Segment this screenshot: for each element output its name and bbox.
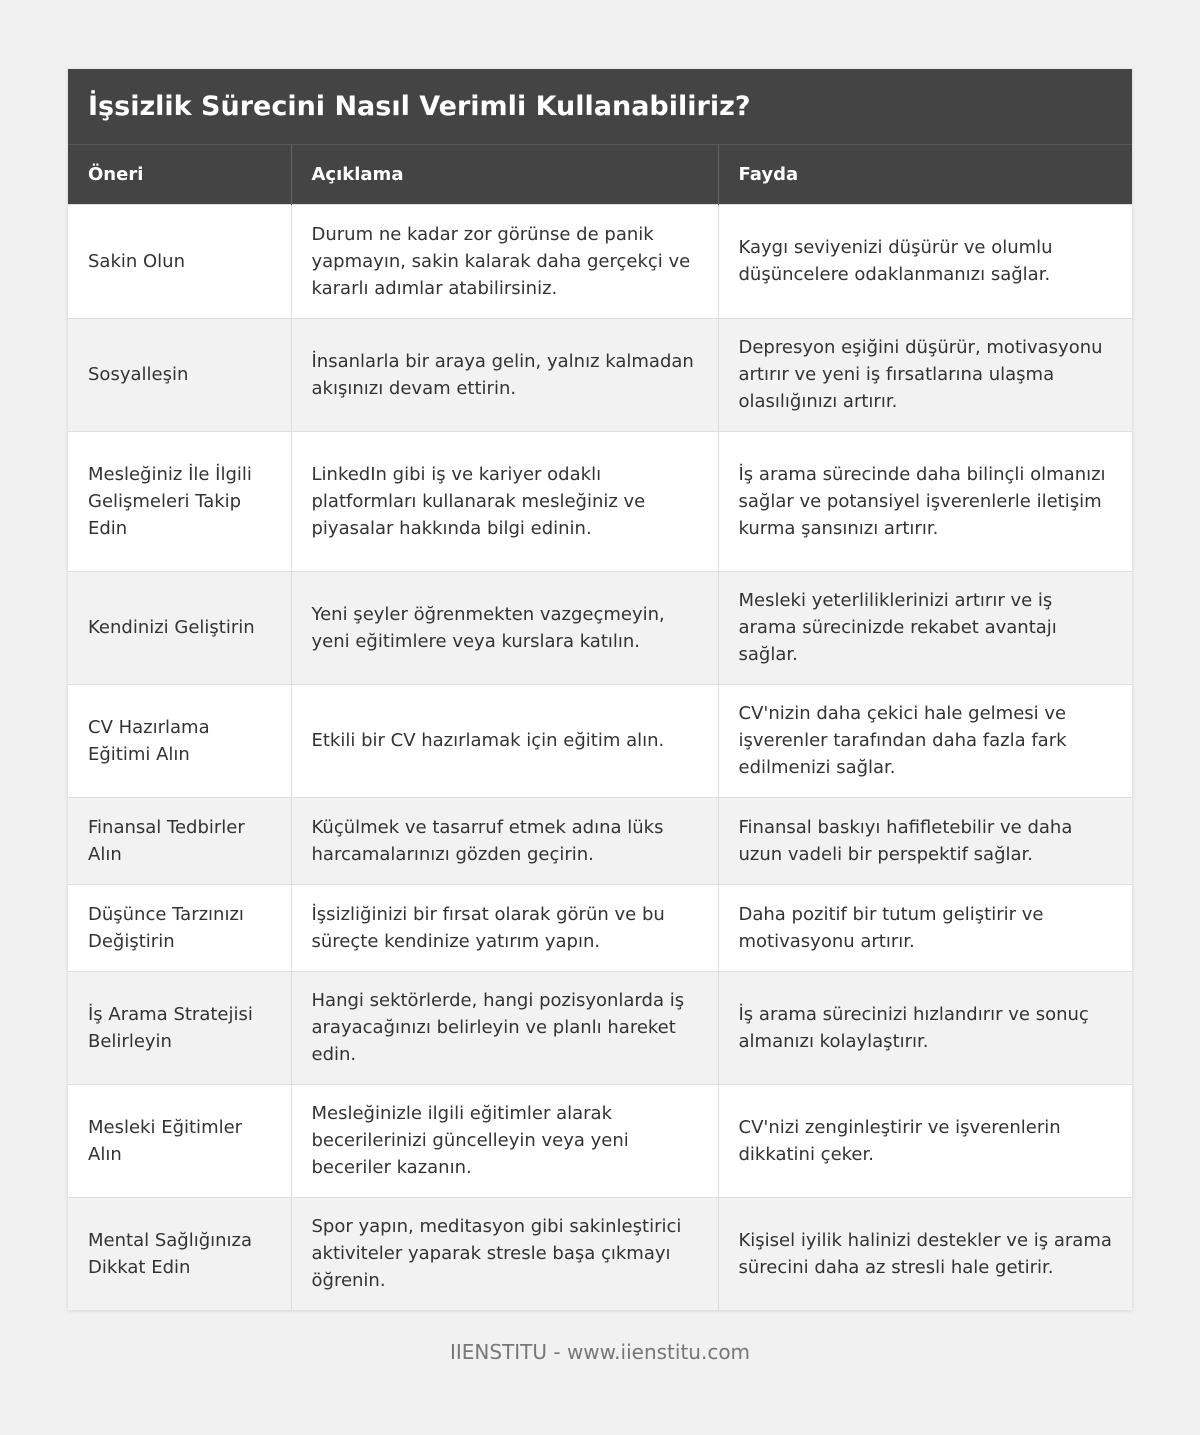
column-header-aciklama: Açıklama <box>291 145 718 204</box>
cell-aciklama: Etkili bir CV hazırlamak için eğitim alın. <box>291 684 718 797</box>
table-row <box>68 1197 1132 1310</box>
table-header-row <box>68 145 1132 204</box>
table-row <box>68 571 1132 684</box>
cell-fayda: Mesleki yeterliliklerinizi artırır ve iş arama sürecinizde rekabet avantajı sağlar. <box>718 571 1132 684</box>
cell-aciklama: Küçülmek ve tasarruf etmek adına lüks harcamalarınızı gözden geçirin. <box>291 797 718 884</box>
cell-oneri: CV Hazırlama Eğitimi Alın <box>68 684 291 797</box>
table-row <box>68 797 1132 884</box>
cell-aciklama: Durum ne kadar zor görünse de panik yapmayın, sakin kalarak daha gerçekçi ve kararlı adımlar atabilirsiniz. <box>291 204 718 318</box>
table-row <box>68 431 1132 571</box>
content-card <box>68 69 1132 1310</box>
column-header-oneri: Öneri <box>68 145 291 204</box>
cell-fayda: Kaygı seviyenizi düşürür ve olumlu düşüncelere odaklanmanızı sağlar. <box>718 204 1132 318</box>
cell-fayda: İş arama sürecinizi hızlandırır ve sonuç almanızı kolaylaştırır. <box>718 971 1132 1084</box>
page-title: İşsizlik Sürecini Nasıl Verimli Kullanabiliriz? <box>88 91 751 122</box>
table-row <box>68 318 1132 431</box>
cell-aciklama: LinkedIn gibi iş ve kariyer odaklı platformları kullanarak mesleğiniz ve piyasalar hakkında bilgi edinin. <box>291 431 718 571</box>
table-row <box>68 884 1132 971</box>
cell-oneri: Mental Sağlığınıza Dikkat Edin <box>68 1197 291 1310</box>
cell-aciklama: Yeni şeyler öğrenmekten vazgeçmeyin, yeni eğitimlere veya kurslara katılın. <box>291 571 718 684</box>
cell-fayda: Daha pozitif bir tutum geliştirir ve motivasyonu artırır. <box>718 884 1132 971</box>
cell-oneri: Kendinizi Geliştirin <box>68 571 291 684</box>
cell-aciklama: İşsizliğinizi bir fırsat olarak görün ve bu süreçte kendinize yatırım yapın. <box>291 884 718 971</box>
cell-fayda: Finansal baskıyı hafifletebilir ve daha uzun vadeli bir perspektif sağlar. <box>718 797 1132 884</box>
footer-credit: IIENSTITU - www.iienstitu.com <box>449 1340 751 1364</box>
cell-fayda: İş arama sürecinde daha bilinçli olmanızı sağlar ve potansiyel işverenlerle iletişim kurma şansınızı artırır. <box>718 431 1132 571</box>
cell-aciklama: Spor yapın, meditasyon gibi sakinleştirici aktiviteler yaparak stresle başa çıkmayı öğrenin. <box>291 1197 718 1310</box>
cell-aciklama: Hangi sektörlerde, hangi pozisyonlarda iş arayacağınızı belirleyin ve planlı hareket edin. <box>291 971 718 1084</box>
cell-aciklama: Mesleğinizle ilgili eğitimler alarak becerilerinizi güncelleyin veya yeni beceriler kazanın. <box>291 1084 718 1197</box>
table-row <box>68 1084 1132 1197</box>
table-row <box>68 684 1132 797</box>
cell-aciklama: İnsanlarla bir araya gelin, yalnız kalmadan akışınızı devam ettirin. <box>291 318 718 431</box>
cell-oneri: Sosyalleşin <box>68 318 291 431</box>
table-row <box>68 204 1132 318</box>
cell-fayda: Kişisel iyilik halinizi destekler ve iş arama sürecini daha az stresli hale getirir. <box>718 1197 1132 1310</box>
cell-oneri: Finansal Tedbirler Alın <box>68 797 291 884</box>
cell-oneri: Mesleğiniz İle İlgili Gelişmeleri Takip Edin <box>68 431 291 571</box>
cell-oneri: Mesleki Eğitimler Alın <box>68 1084 291 1197</box>
cell-oneri: Düşünce Tarzınızı Değiştirin <box>68 884 291 971</box>
table-row <box>68 971 1132 1084</box>
column-header-fayda: Fayda <box>718 145 1132 204</box>
title-bar <box>68 69 1132 145</box>
cell-fayda: CV'nizin daha çekici hale gelmesi ve işverenler tarafından daha fazla fark edilmenizi sağlar. <box>718 684 1132 797</box>
cell-oneri: Sakin Olun <box>68 204 291 318</box>
cell-fayda: Depresyon eşiğini düşürür, motivasyonu artırır ve yeni iş fırsatlarına ulaşma olasılığınızı artırır. <box>718 318 1132 431</box>
cell-oneri: İş Arama Stratejisi Belirleyin <box>68 971 291 1084</box>
recommendations-table <box>68 145 1132 1310</box>
cell-fayda: CV'nizi zenginleştirir ve işverenlerin dikkatini çeker. <box>718 1084 1132 1197</box>
